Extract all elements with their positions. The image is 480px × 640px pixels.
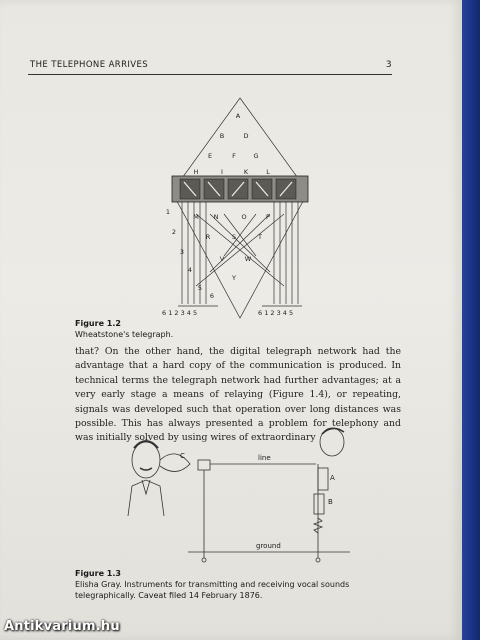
letter-b: B xyxy=(219,132,225,140)
letter-a: A xyxy=(235,112,241,120)
letter-i: I xyxy=(221,168,223,176)
body-paragraph: that? On the other hand, the digital telegraph network had the advantage that a hard copy of the communication is produced. In technical terms the telegraph network had further advantages; at a very early stage a means of relaying (Figure 1.4), or repeating, signals was developed such that operation over long distances was possible. This has always presented a problem for telephony and was initially solved by using wires of extraordinary xyxy=(75,346,401,444)
figure-1-2-label: Figure 1.2 xyxy=(75,319,121,328)
speaker-body xyxy=(128,480,164,516)
speaker-head xyxy=(132,442,160,478)
figure-1-3-label: Figure 1.3 xyxy=(75,569,121,578)
letter-t: T xyxy=(258,233,262,241)
wire-number-2: 2 xyxy=(171,228,177,236)
mouthpiece-horn xyxy=(160,454,190,472)
wire-number-1: 1 xyxy=(165,208,171,216)
wire-number-6: 6 xyxy=(209,292,215,300)
label-c: C xyxy=(180,452,185,460)
diamond-outline xyxy=(172,98,308,318)
letter-s: S xyxy=(231,233,237,241)
letter-g: G xyxy=(253,152,259,160)
wire-number-3: 3 xyxy=(179,248,185,256)
letter-r: R xyxy=(205,233,211,241)
figure-1-3-caption-text: Elisha Gray. Instruments for transmitting and receiving vocal sounds telegraphically. Caveat filed 14 February 1876. xyxy=(75,580,350,600)
label-ground: ground xyxy=(256,542,281,550)
receiver-a xyxy=(318,468,328,490)
letter-p: P xyxy=(266,213,270,221)
letter-w: W xyxy=(244,255,252,263)
chapter-title: THE TELEPHONE ARRIVES xyxy=(30,60,149,70)
elisha-gray-diagram xyxy=(118,420,358,568)
terminals-right: 6 1 2 3 4 5 xyxy=(258,309,294,317)
letter-v: V xyxy=(219,255,225,263)
letter-o: O xyxy=(241,213,247,221)
page-number: 3 xyxy=(385,60,392,70)
letter-m: M xyxy=(193,213,199,221)
wire-number-5: 5 xyxy=(197,284,203,292)
figure-1-2-caption xyxy=(75,318,173,340)
label-a: A xyxy=(330,474,335,482)
label-line: line xyxy=(258,454,271,462)
letter-d: D xyxy=(243,132,249,140)
wheatstone-telegraph-diagram xyxy=(160,96,320,324)
antikvarium-watermark: Antikvarium.hu xyxy=(4,619,120,634)
transmitter-box xyxy=(198,460,210,470)
wire-number-4: 4 xyxy=(187,266,193,274)
running-header xyxy=(28,58,392,75)
terminals-left: 6 1 2 3 4 5 xyxy=(162,309,198,317)
letter-l: L xyxy=(266,168,270,176)
letter-e: E xyxy=(207,152,213,160)
label-b: B xyxy=(328,498,333,506)
letter-f: F xyxy=(232,152,236,160)
letter-h: H xyxy=(193,168,199,176)
letter-y: Y xyxy=(232,274,236,282)
figure-1-2-caption-text: Wheatstone's telegraph. xyxy=(75,330,174,339)
receiver-b xyxy=(314,494,324,514)
figure-1-3-caption xyxy=(75,568,405,601)
letter-n: N xyxy=(213,213,219,221)
letter-k: K xyxy=(243,168,249,176)
